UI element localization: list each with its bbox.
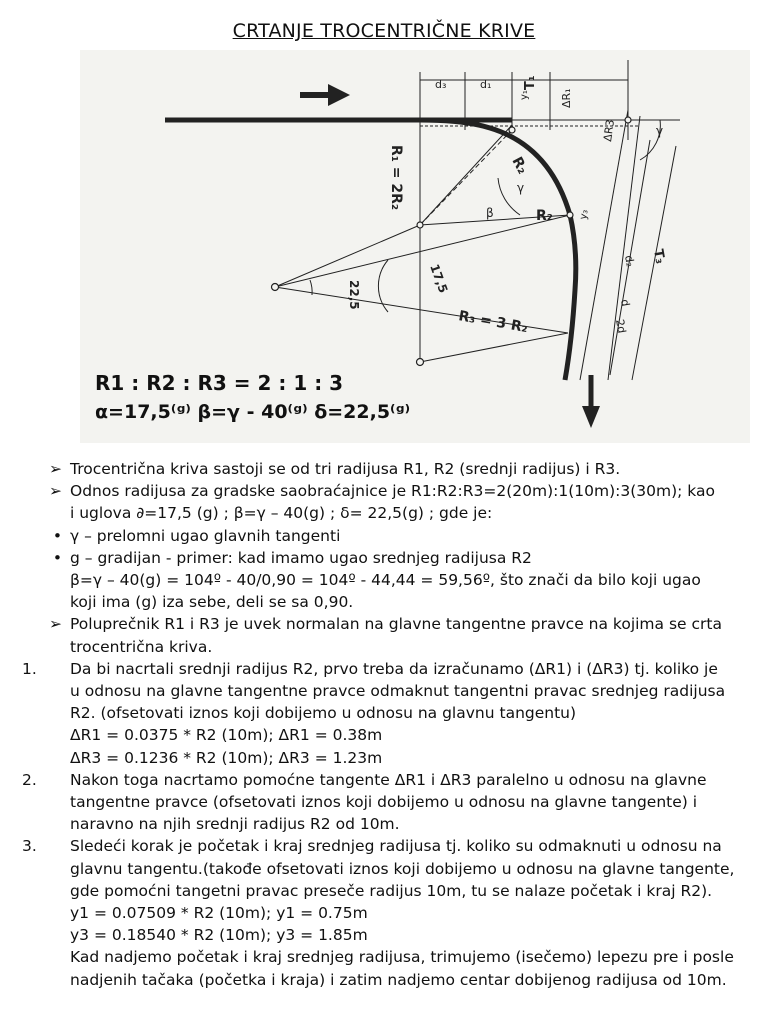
direction-arrow-right-icon (300, 84, 350, 106)
d2-label: d₂ (622, 254, 637, 268)
r1-label: R₁ = 2R₂ (388, 145, 404, 211)
text-line: ΔR3 = 0.1236 * R2 (10m); ΔR3 = 1.23m (70, 748, 383, 767)
text-line: tangentne pravce (ofsetovati iznos koji dobijemo u odnosu na glavne tangente) i (70, 793, 698, 812)
list-item (22, 613, 762, 657)
text-line: γ – prelomni ugao glavnih tangenti (70, 526, 341, 545)
text-line: Nakon toga nacrtamo pomoćne tangente ΔR1 i ΔR3 paralelno u odnosu na glavne (70, 770, 707, 789)
text-line: β=γ – 40(g) = 104º - 40/0,90 = 104º - 44,44 = 59,56º, što znači da bilo koji ugao (70, 571, 701, 590)
gamma-mid-label: γ (517, 181, 525, 195)
step-number: 1. (22, 659, 37, 678)
angle-17-5-label: 17,5 (427, 262, 451, 295)
text-line: Poluprečnik R1 i R3 je uvek normalan na glavne tangentne pravce na kojima se crta (70, 615, 722, 634)
numbered-step (22, 835, 762, 990)
r2-upper-label: R₂ (508, 154, 531, 177)
curve-diagram (80, 50, 750, 443)
text-line: y1 = 0.07509 * R2 (10m); y1 = 0.75m (70, 904, 368, 923)
text-line: Kad nadjemo početak i kraj srednjeg radijusa, trimujemo (isečemo) lepezu pre i posle (70, 948, 734, 967)
text-line: gde pomoćni tangetni pravac preseče radijus 10m, tu se nalaze početak i kraj R2). (70, 881, 713, 900)
r3-label: R₃ = 3 R₂ (457, 308, 529, 337)
d-label: d (618, 298, 633, 308)
text-line: u odnosu na glavne tangentne pravce odmaknut tangentni pravac srednjeg radijusa (70, 682, 726, 701)
angle-formula: α=17,5⁽ᵍ⁾ β=γ - 40⁽ᵍ⁾ δ=22,5⁽ᵍ⁾ (95, 401, 411, 423)
r2-label: R₂ (536, 208, 553, 224)
bullet-icon: • (52, 548, 62, 567)
document-body (22, 458, 762, 991)
y1-label: y₁ (519, 90, 530, 100)
numbered-step (22, 658, 762, 769)
list-item (22, 458, 762, 480)
numbered-step (22, 769, 762, 836)
step-number: 3. (22, 837, 37, 856)
trocentric-curve (420, 120, 576, 380)
text-line: Trocentrična kriva sastoji se od tri radijusa R1, R2 (srednji radijus) i R3. (70, 460, 621, 478)
t1-label: T₁ (523, 75, 538, 90)
text-line: glavnu tangentu.(takođe ofsetovati iznos koji dobijemo u odnosu na glavne tangente, (70, 859, 735, 878)
step-number: 2. (22, 770, 37, 789)
2d-label: 2d (613, 318, 629, 335)
text-line: Odnos radijusa za gradske saobraćajnice je R1:R2:R3=2(20m):1(10m):3(30m); kao (70, 482, 715, 501)
main-tangent-inclined (580, 110, 628, 380)
angle-22-5-label: 22,5 (347, 280, 361, 310)
arrow-bullet-icon: ➢ (49, 615, 62, 634)
text-line: i uglova ∂=17,5 (g) ; β=γ – 40(g) ; δ= 22,5(g) ; gde je: (70, 504, 493, 523)
y3-label: y₃ (578, 208, 591, 221)
dr3-label: ΔR3 (601, 118, 618, 143)
beta-label: β (486, 206, 494, 220)
text-line: Da bi nacrtali srednji radijus R2, prvo treba da izračunamo (ΔR1) i (ΔR3) tj. koliko je (70, 659, 718, 678)
bullet-icon: • (52, 526, 62, 545)
list-item (22, 480, 762, 524)
dr1-label: ΔR₁ (560, 88, 573, 108)
text-line: y3 = 0.18540 * R2 (10m); y3 = 1.85m (70, 926, 368, 945)
text-line: naravno na njih srednji radijus R2 od 10m. (70, 815, 400, 834)
d3-label: d₃ (435, 78, 447, 91)
list-item (22, 525, 762, 547)
text-line: trocentrična kriva. (70, 637, 213, 656)
text-line: ΔR1 = 0.0375 * R2 (10m); ΔR1 = 0.38m (70, 726, 383, 745)
arrow-bullet-icon: ➢ (49, 460, 62, 478)
t3-label: T₃ (650, 248, 668, 266)
text-line: nadjenih tačaka (početka i kraja) i zatim nadjemo centar dobijenog radijusa od 10m. (70, 970, 727, 989)
ratio-formula: R1 : R2 : R3 = 2 : 1 : 3 (95, 371, 344, 395)
arrow-bullet-icon: ➢ (49, 482, 62, 501)
d1-label: d₁ (480, 78, 492, 91)
gamma-label: γ (656, 124, 664, 138)
page-title: CRTANJE TROCENTRIČNE KRIVE (232, 20, 536, 42)
text-line: koji ima (g) iza sebe, deli se sa 0,90. (70, 593, 354, 612)
list-item (22, 547, 762, 614)
direction-arrow-down-icon (582, 375, 600, 428)
text-line: R2. (ofsetovati iznos koji dobijemo u odnosu na glavnu tangentu) (70, 704, 577, 723)
text-line: g – gradijan - primer: kad imamo ugao srednjeg radijusa R2 (70, 548, 532, 567)
text-line: Sledeći korak je početak i kraj srednjeg radijusa tj. koliko su odmaknuti u odnosu na (70, 837, 722, 856)
